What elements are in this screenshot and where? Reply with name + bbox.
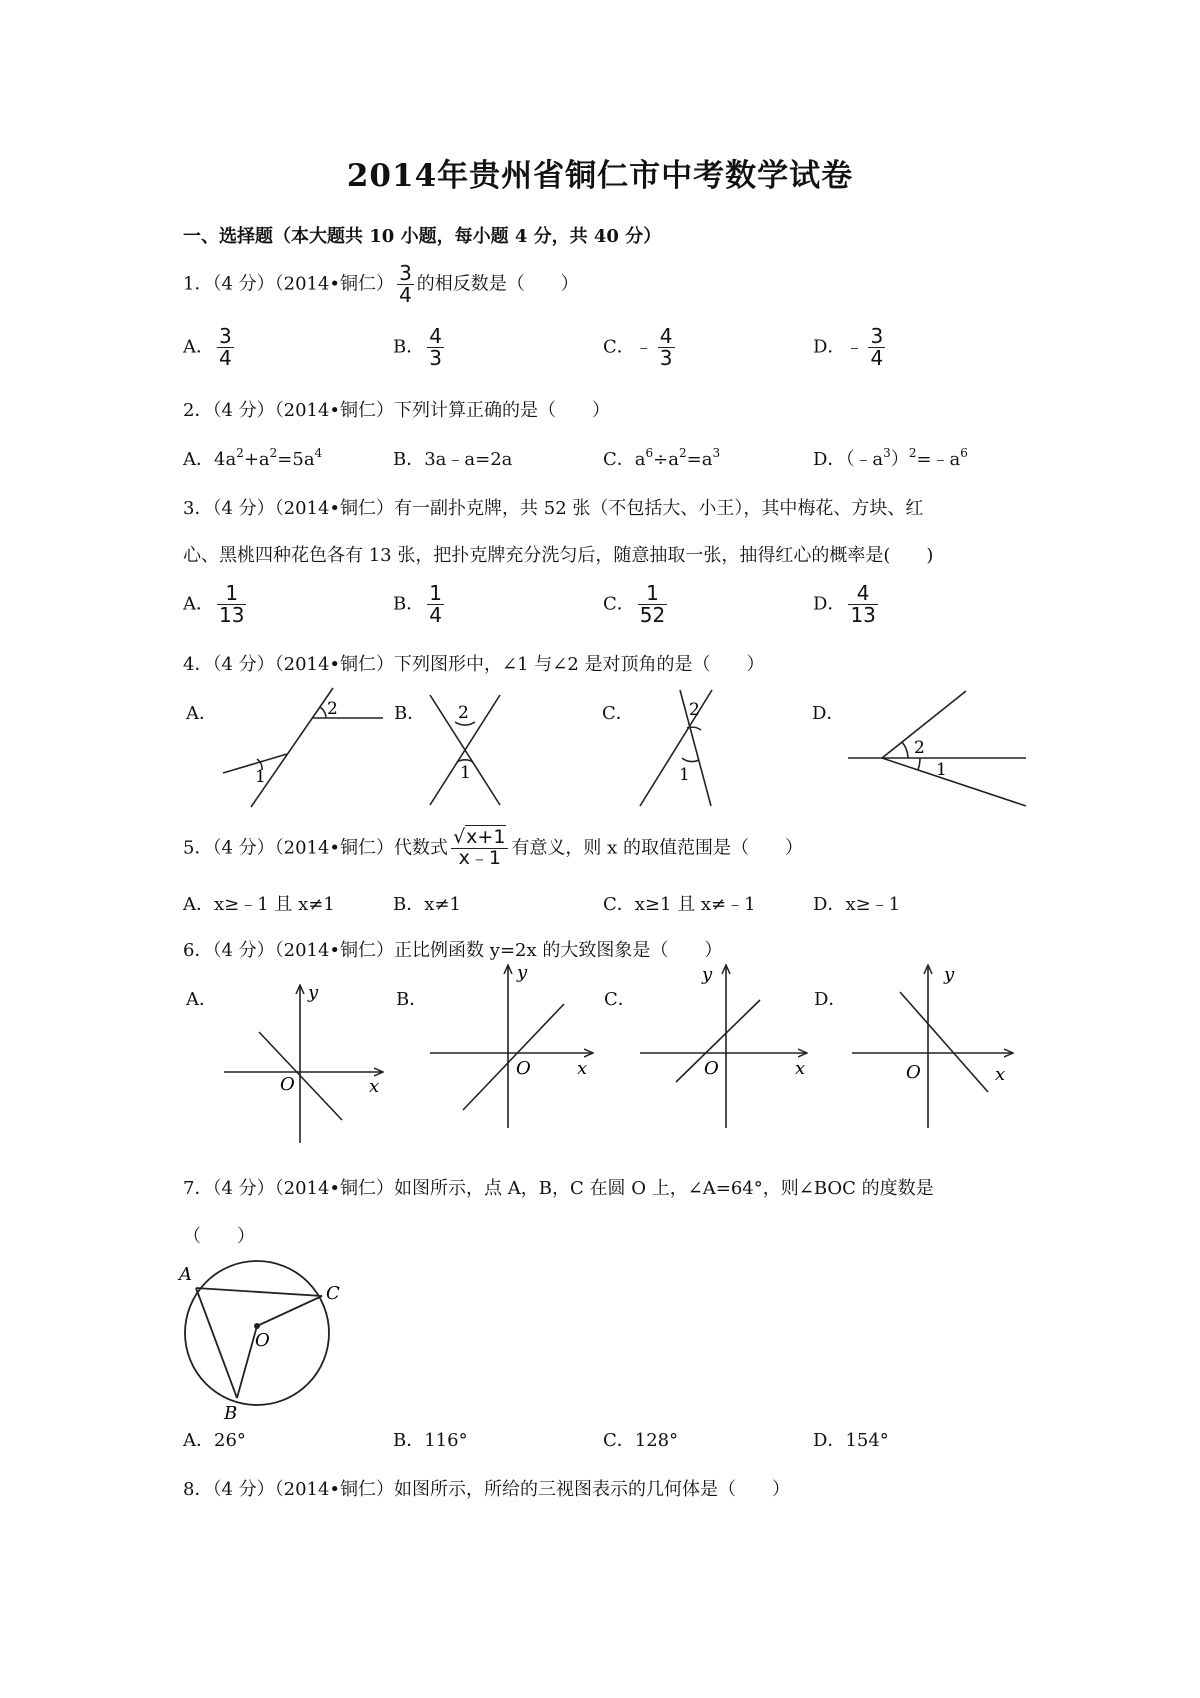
q7-point-o: O [255,1330,270,1351]
fraction-numerator: 4 [659,324,673,348]
option-label: C． [603,1430,635,1451]
expr-part: +a [243,449,270,470]
q6-a-axis-y: y [308,982,319,1003]
fraction-denominator: 4 [399,283,412,307]
q6-c-origin: O [704,1058,719,1079]
exponent: 2 [269,446,278,460]
option-text: x≥﹣1 且 x≠1 [214,894,335,915]
option-label: A． [183,336,214,358]
option-text: 26° [214,1430,246,1451]
q4-b-angle-1: 1 [460,763,471,783]
option-label: D． [813,1430,846,1451]
expr-part: ÷a [653,449,679,470]
q4-d-angle-1: 1 [936,760,947,780]
fraction-denominator: 4 [870,346,884,370]
q4-a-angle-2: 2 [327,699,338,719]
fraction-denominator: 4 [219,346,232,370]
fraction-denominator: 3 [659,346,673,370]
option-label: B． [393,894,425,915]
option-label: A． [183,449,214,470]
q4-option-d-label[interactable]: D． [812,703,845,724]
option-label: B． [393,336,425,358]
fraction-numerator: 4 [848,583,877,605]
option-label: C． [603,449,635,470]
option-text: 3a﹣a=2a [424,449,513,470]
q4-c-angle-2: 2 [689,700,700,720]
option-label: D． [813,593,846,615]
q6-a-axis-x: x [369,1076,380,1097]
expr-part: =a [686,449,713,470]
negative-sign: ﹣ [845,336,864,358]
sqrt-numerator: √x+1 [451,828,508,849]
option-text: 116° [424,1430,468,1451]
option-label: A． [183,593,214,615]
q4-c-angle-1: 1 [679,765,690,785]
q7-center-dot [254,1323,260,1329]
fraction-numerator: 4 [429,324,442,348]
q6-b-origin: O [516,1058,531,1079]
question-5-prefix: 5．（4 分）（2014•铜仁）代数式 [183,837,449,859]
fraction-denominator: 13 [850,603,876,627]
option-label: C． [603,894,635,915]
question-3-line-1: 3．（4 分）（2014•铜仁）有一副扑克牌，共 52 张（不包括大、小王），其中梅花、方块、红 [183,498,924,519]
option-text: x≠1 [424,894,461,915]
option-label: B． [393,449,425,470]
option-text: x≥1 且 x≠﹣1 [634,894,756,915]
expr-part: 4a [214,449,237,470]
fraction-denominator: 13 [219,603,245,627]
q6-option-d-label[interactable]: D． [814,989,847,1010]
q6-c-axis-x: x [795,1058,806,1079]
option-label: B． [393,593,425,615]
question-7-line-2: （ ） [183,1226,255,1247]
negative-sign: ﹣ [634,336,653,358]
option-label: D． [813,336,846,358]
exponent: 3 [712,446,721,460]
q6-c-axis-y: y [702,964,713,985]
fraction-numerator: 3 [399,261,412,285]
expr-part: ） [890,449,909,470]
option-text: 128° [634,1430,679,1451]
exponent: 2 [236,446,244,460]
q7-option-b[interactable] [393,1426,468,1452]
option-label: C． [603,336,635,358]
fraction-numerator: 1 [638,583,667,605]
q7-point-a: A [179,1264,192,1285]
q6-b-axis-y: y [517,962,528,983]
option-text: x≥﹣1 [845,894,901,915]
q4-d-angle-2: 2 [914,738,925,758]
option-label: D． [813,894,846,915]
q4-a-angle-1: 1 [255,767,266,787]
q7-option-c[interactable] [603,1426,678,1452]
fraction-numerator: 3 [219,324,232,348]
q6-option-b-label[interactable]: B． [396,989,428,1010]
expr-part: a [634,449,646,470]
exponent: 4 [314,446,323,460]
exponent: 6 [960,446,968,460]
option-text: 154° [845,1430,889,1451]
expr-part: =﹣a [916,449,961,470]
q6-d-axis-y: y [944,964,955,985]
option-label: A． [183,1430,214,1451]
question-1-prefix: 1．（4 分）（2014•铜仁） [183,273,395,295]
expr-part: =5a [277,449,315,470]
q7-option-d[interactable] [813,1426,889,1452]
q4-option-a-label[interactable]: A． [186,703,217,724]
question-1-suffix: 的相反数是（ ） [416,273,579,295]
fraction-denominator: x﹣1 [458,846,501,869]
q6-option-c-label[interactable]: C． [604,989,636,1010]
question-5-suffix: 有意义，则 x 的取值范围是（ ） [511,837,804,859]
q7-point-b: B [224,1403,238,1424]
question-2: 2．（4 分）（2014•铜仁）下列计算正确的是（ ） [183,400,611,421]
fraction-numerator: 1 [217,583,246,605]
option-label: B． [393,1430,425,1451]
option-label: C． [603,593,635,615]
q7-option-a[interactable] [183,1426,246,1452]
fraction-numerator: 1 [429,581,442,605]
fraction-denominator: 52 [639,603,666,627]
fraction-denominator: 3 [429,346,442,370]
fraction-denominator: 4 [429,603,442,627]
q4-b-angle-2: 2 [458,703,469,723]
q4-option-b-label[interactable]: B． [394,703,426,724]
exponent: 6 [645,446,654,460]
option-label: A． [183,894,214,915]
question-6: 6．（4 分）（2014•铜仁）正比例函数 y=2x 的大致图象是（ ） [183,940,723,961]
q6-d-axis-x: x [995,1064,1006,1085]
option-label: D． [813,449,846,470]
expr-part: （﹣a [845,449,884,470]
q6-d-origin: O [906,1062,921,1083]
exponent: 2 [908,446,917,460]
radicand: x+1 [466,826,506,848]
exponent: 3 [883,446,891,460]
fraction-numerator: 3 [870,324,884,348]
q7-point-c: C [326,1283,340,1304]
page-title: 2014年贵州省铜仁市中考数学试卷 [346,158,854,194]
question-3-line-2: 心、黑桃四种花色各有 13 张，把扑克牌充分洗匀后，随意抽取一张，抽得红心的概率是( ) [183,545,934,566]
q4-option-c-label[interactable]: C． [602,703,634,724]
question-7-line-1: 7．（4 分）（2014•铜仁）如图所示，点 A，B，C 在圆 O 上，∠A=64°，则∠BOC 的度数是 [183,1178,934,1199]
exponent: 2 [678,446,687,460]
section-heading: 一、选择题（本大题共 10 小题，每小题 4 分，共 40 分） [183,226,662,247]
q6-option-a-label[interactable]: A． [186,989,217,1010]
question-4: 4．（4 分）（2014•铜仁）下列图形中，∠1 与∠2 是对顶角的是（ ） [183,654,765,675]
question-8: 8．（4 分）（2014•铜仁）如图所示，所给的三视图表示的几何体是（ ） [183,1479,791,1500]
q6-a-origin: O [280,1074,295,1095]
q6-b-axis-x: x [577,1058,588,1079]
